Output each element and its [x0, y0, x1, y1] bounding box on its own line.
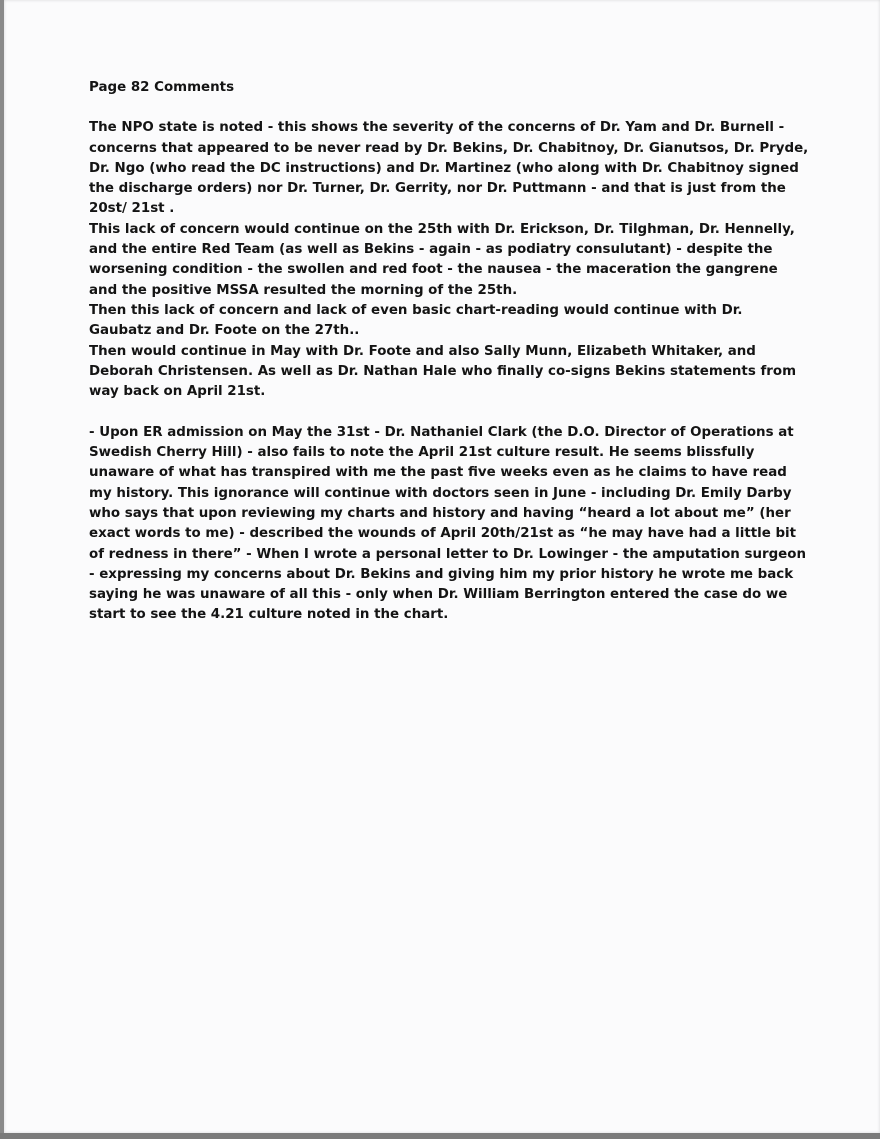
document-body [89, 78, 809, 626]
paragraph-25th: This lack of concern would continue on the 25th with Dr. Erickson, Dr. Tilghman, Dr. Hennelly, and the entire Red Team (as well as Bekins - again - as podiatry consulutant) - despite the worsening condition - the swollen and red foot - the nausea - the maceration the gangrene and the positive MSSA resulted the morning of the 25th. [89, 221, 795, 298]
page-title: Page 82 Comments [89, 80, 235, 95]
paragraph-27th: Then this lack of concern and lack of even basic chart-reading would continue with Dr. Gaubatz and Dr. Foote on the 27th.. [89, 302, 743, 339]
paragraph-er-admission: - Upon ER admission on May the 31st - Dr. Nathaniel Clark (the D.O. Director of Operations at Swedish Cherry Hill) - also fails to note the April 21st culture result. He seems blissfully unaware of what has transpired with me the past five weeks even as he claims to have read my history. This ignorance will continue with doctors seen in June - including Dr. Emily Darby who says that upon reviewing my charts and history and having “heard a lot about me” (her exact words to me) - described the wounds of April 20th/21st as “he may have had a little bit of redness in there” - When I wrote a personal letter to Dr. Lowinger - the amputation surgeon - expressing my concerns about Dr. Bekins and giving him my prior history he wrote me back saying he was unaware of all this - only when Dr. William Berrington entered the case do we start to see the 4.21 culture noted in the chart. [89, 424, 806, 623]
paragraph-spacer [89, 402, 809, 422]
document-page [4, 0, 880, 1133]
scan-bottom-edge [0, 1133, 880, 1139]
paragraph-npo-state: The NPO state is noted - this shows the severity of the concerns of Dr. Yam and Dr. Burnell - concerns that appeared to be never read by Dr. Bekins, Dr. Chabitnoy, Dr. Gianutsos, Dr. Pryde, Dr. Ngo (who read the DC instructions) and Dr. Martinez (who along with Dr. Chabitnoy signed the discharge orders) nor Dr. Turner, Dr. Gerrity, nor Dr. Puttmann - and that is just from the 20st/ 21st . [89, 120, 809, 217]
paragraph-may: Then would continue in May with Dr. Foote and also Sally Munn, Elizabeth Whitaker, and Deborah Christensen. As well as Dr. Nathan Hale who finally co-signs Bekins statements from way back on April 21st. [89, 343, 797, 400]
